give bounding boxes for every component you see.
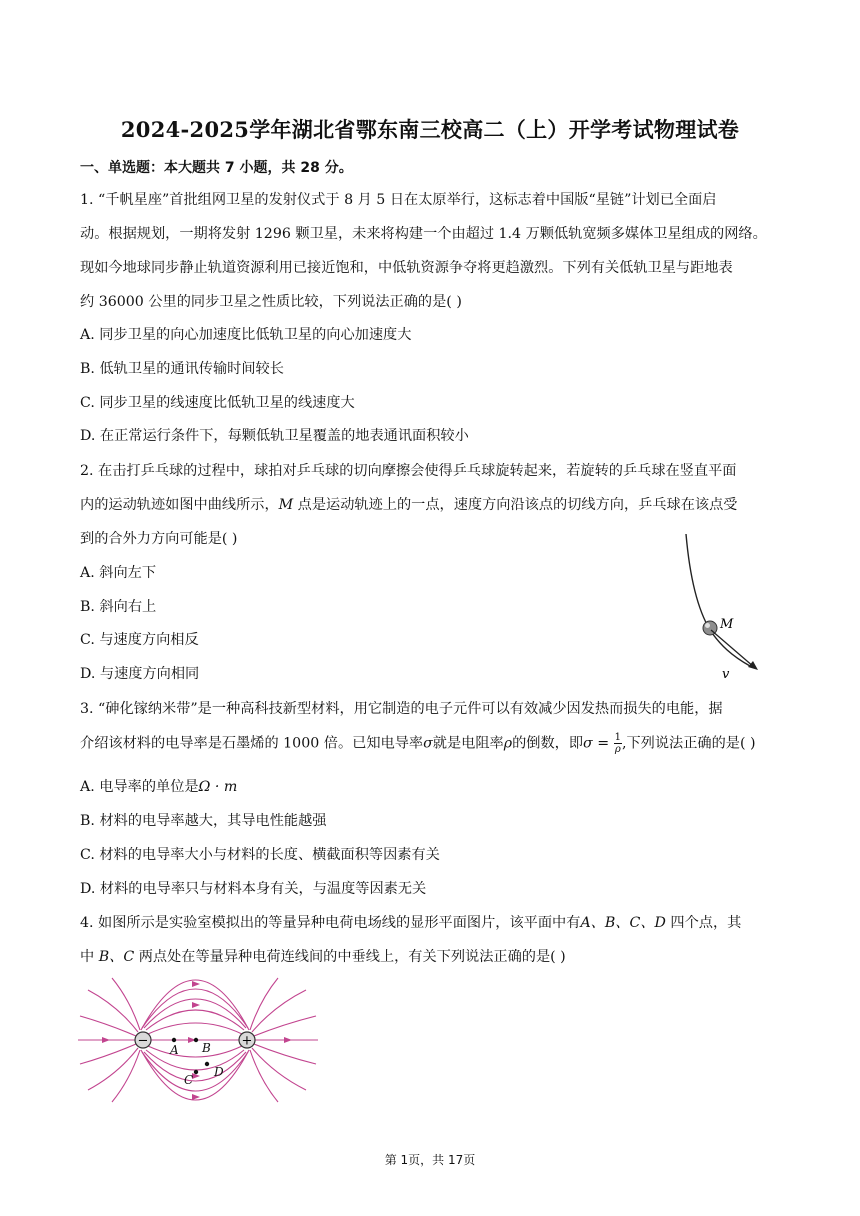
q1-line-2: 动。根据规划，一期将发射 1296 颗卫星，未来将构建一个由超过 1.4 万颗低轨宽频多媒体卫星组成的网络。 [80, 226, 767, 242]
point-a [172, 1038, 176, 1042]
q2-line-1: 2. 在击打乒乓球的过程中，球拍对乒乓球的切向摩擦会使得乒乓球旋转起来，若旋转的乒乓球在竖直平面 [80, 463, 737, 479]
q1-option-b[interactable]: B. 低轨卫星的通讯传输时间较长 [80, 361, 284, 377]
q2-option-a[interactable]: A. 斜向左下 [80, 565, 157, 581]
section-heading: 一、单选题：本大题共 7 小题，共 28 分。 [80, 160, 353, 176]
trajectory-figure [670, 530, 780, 680]
velocity-arrow [711, 630, 754, 667]
q2-line-2: 内的运动轨迹如图中曲线所示，M 点是运动轨迹上的一点，速度方向沿该点的切线方向，乒乓球在该点受 [80, 497, 738, 513]
svg-text:−: − [137, 1033, 149, 1049]
q4-line-2: 中 B、C 两点处在等量异种电荷连线间的中垂线上，有关下列说法正确的是( ) [80, 949, 566, 965]
page-footer: 第 1页，共 17页 [384, 1153, 476, 1167]
formula-fraction: $\frac{1}{\rho}$ [614, 732, 621, 755]
q4-line-1: 4. 如图所示是实验室模拟出的等量异种电荷电场线的显形平面图片，该平面中有A、B、C、D 四个点，其 [80, 915, 742, 931]
svg-text:D: D [214, 1065, 224, 1079]
q1-option-c[interactable]: C. 同步卫星的线速度比低轨卫星的线速度大 [80, 395, 355, 411]
page-title: 2024-2025学年湖北省鄂东南三校高二（上）开学考试物理试卷 [120, 117, 740, 142]
label-m: M [720, 617, 734, 632]
q1-option-d[interactable]: D. 在正常运行条件下，每颗低轨卫星覆盖的地表通讯面积较小 [80, 428, 469, 444]
svg-text:+: + [241, 1033, 253, 1049]
q3-line-1: 3. “砷化镓纳米带”是一种高科技新型材料，用它制造的电子元件可以有效减少因发热而损失的电能，据 [80, 701, 723, 717]
point-c [194, 1070, 198, 1074]
q1-option-a[interactable]: A. 同步卫星的向心加速度比低轨卫星的向心加速度大 [80, 327, 412, 343]
q2-option-d[interactable]: D. 与速度方向相同 [80, 666, 200, 682]
q3-option-b[interactable]: B. 材料的电导率越大，其导电性能越强 [80, 813, 327, 829]
point-b [194, 1038, 198, 1042]
point-d [205, 1062, 209, 1066]
svg-text:A: A [170, 1043, 179, 1057]
q2-line-3: 到的合外力方向可能是( ) [80, 531, 238, 547]
q3-option-a[interactable]: A. 电导率的单位是Ω · m [80, 779, 238, 795]
q1-line-4: 约 36000 公里的同步卫星之性质比较，下列说法正确的是( ) [80, 294, 462, 310]
svg-text:C: C [184, 1073, 194, 1087]
trajectory-curve [686, 534, 750, 666]
field-lines-figure [78, 976, 318, 1108]
q2-option-c[interactable]: C. 与速度方向相反 [80, 632, 199, 648]
q1-line-1: 1. “千帆星座”首批组网卫星的发射仪式于 8 月 5 日在太原举行，这标志着中国版“星链”计划已全面启 [80, 192, 717, 208]
q3-line-2: 介绍该材料的电导率是石墨烯的 1000 倍。已知电导率σ就是电阻率ρ的倒数，即σ = $\frac{1}{\rho}$ ,下列说法正确的是( ) [80, 732, 756, 755]
label-v: v [722, 667, 730, 680]
q3-option-d[interactable]: D. 材料的电导率只与材料本身有关，与温度等因素无关 [80, 881, 427, 897]
svg-text:B: B [202, 1041, 211, 1055]
q1-line-3: 现如今地球同步静止轨道资源利用已接近饱和，中低轨资源争夺将更趋激烈。下列有关低轨卫星与距地表 [80, 260, 733, 276]
q3-option-c[interactable]: C. 材料的电导率大小与材料的长度、横截面积等因素有关 [80, 847, 440, 863]
q2-option-b[interactable]: B. 斜向右上 [80, 599, 157, 615]
